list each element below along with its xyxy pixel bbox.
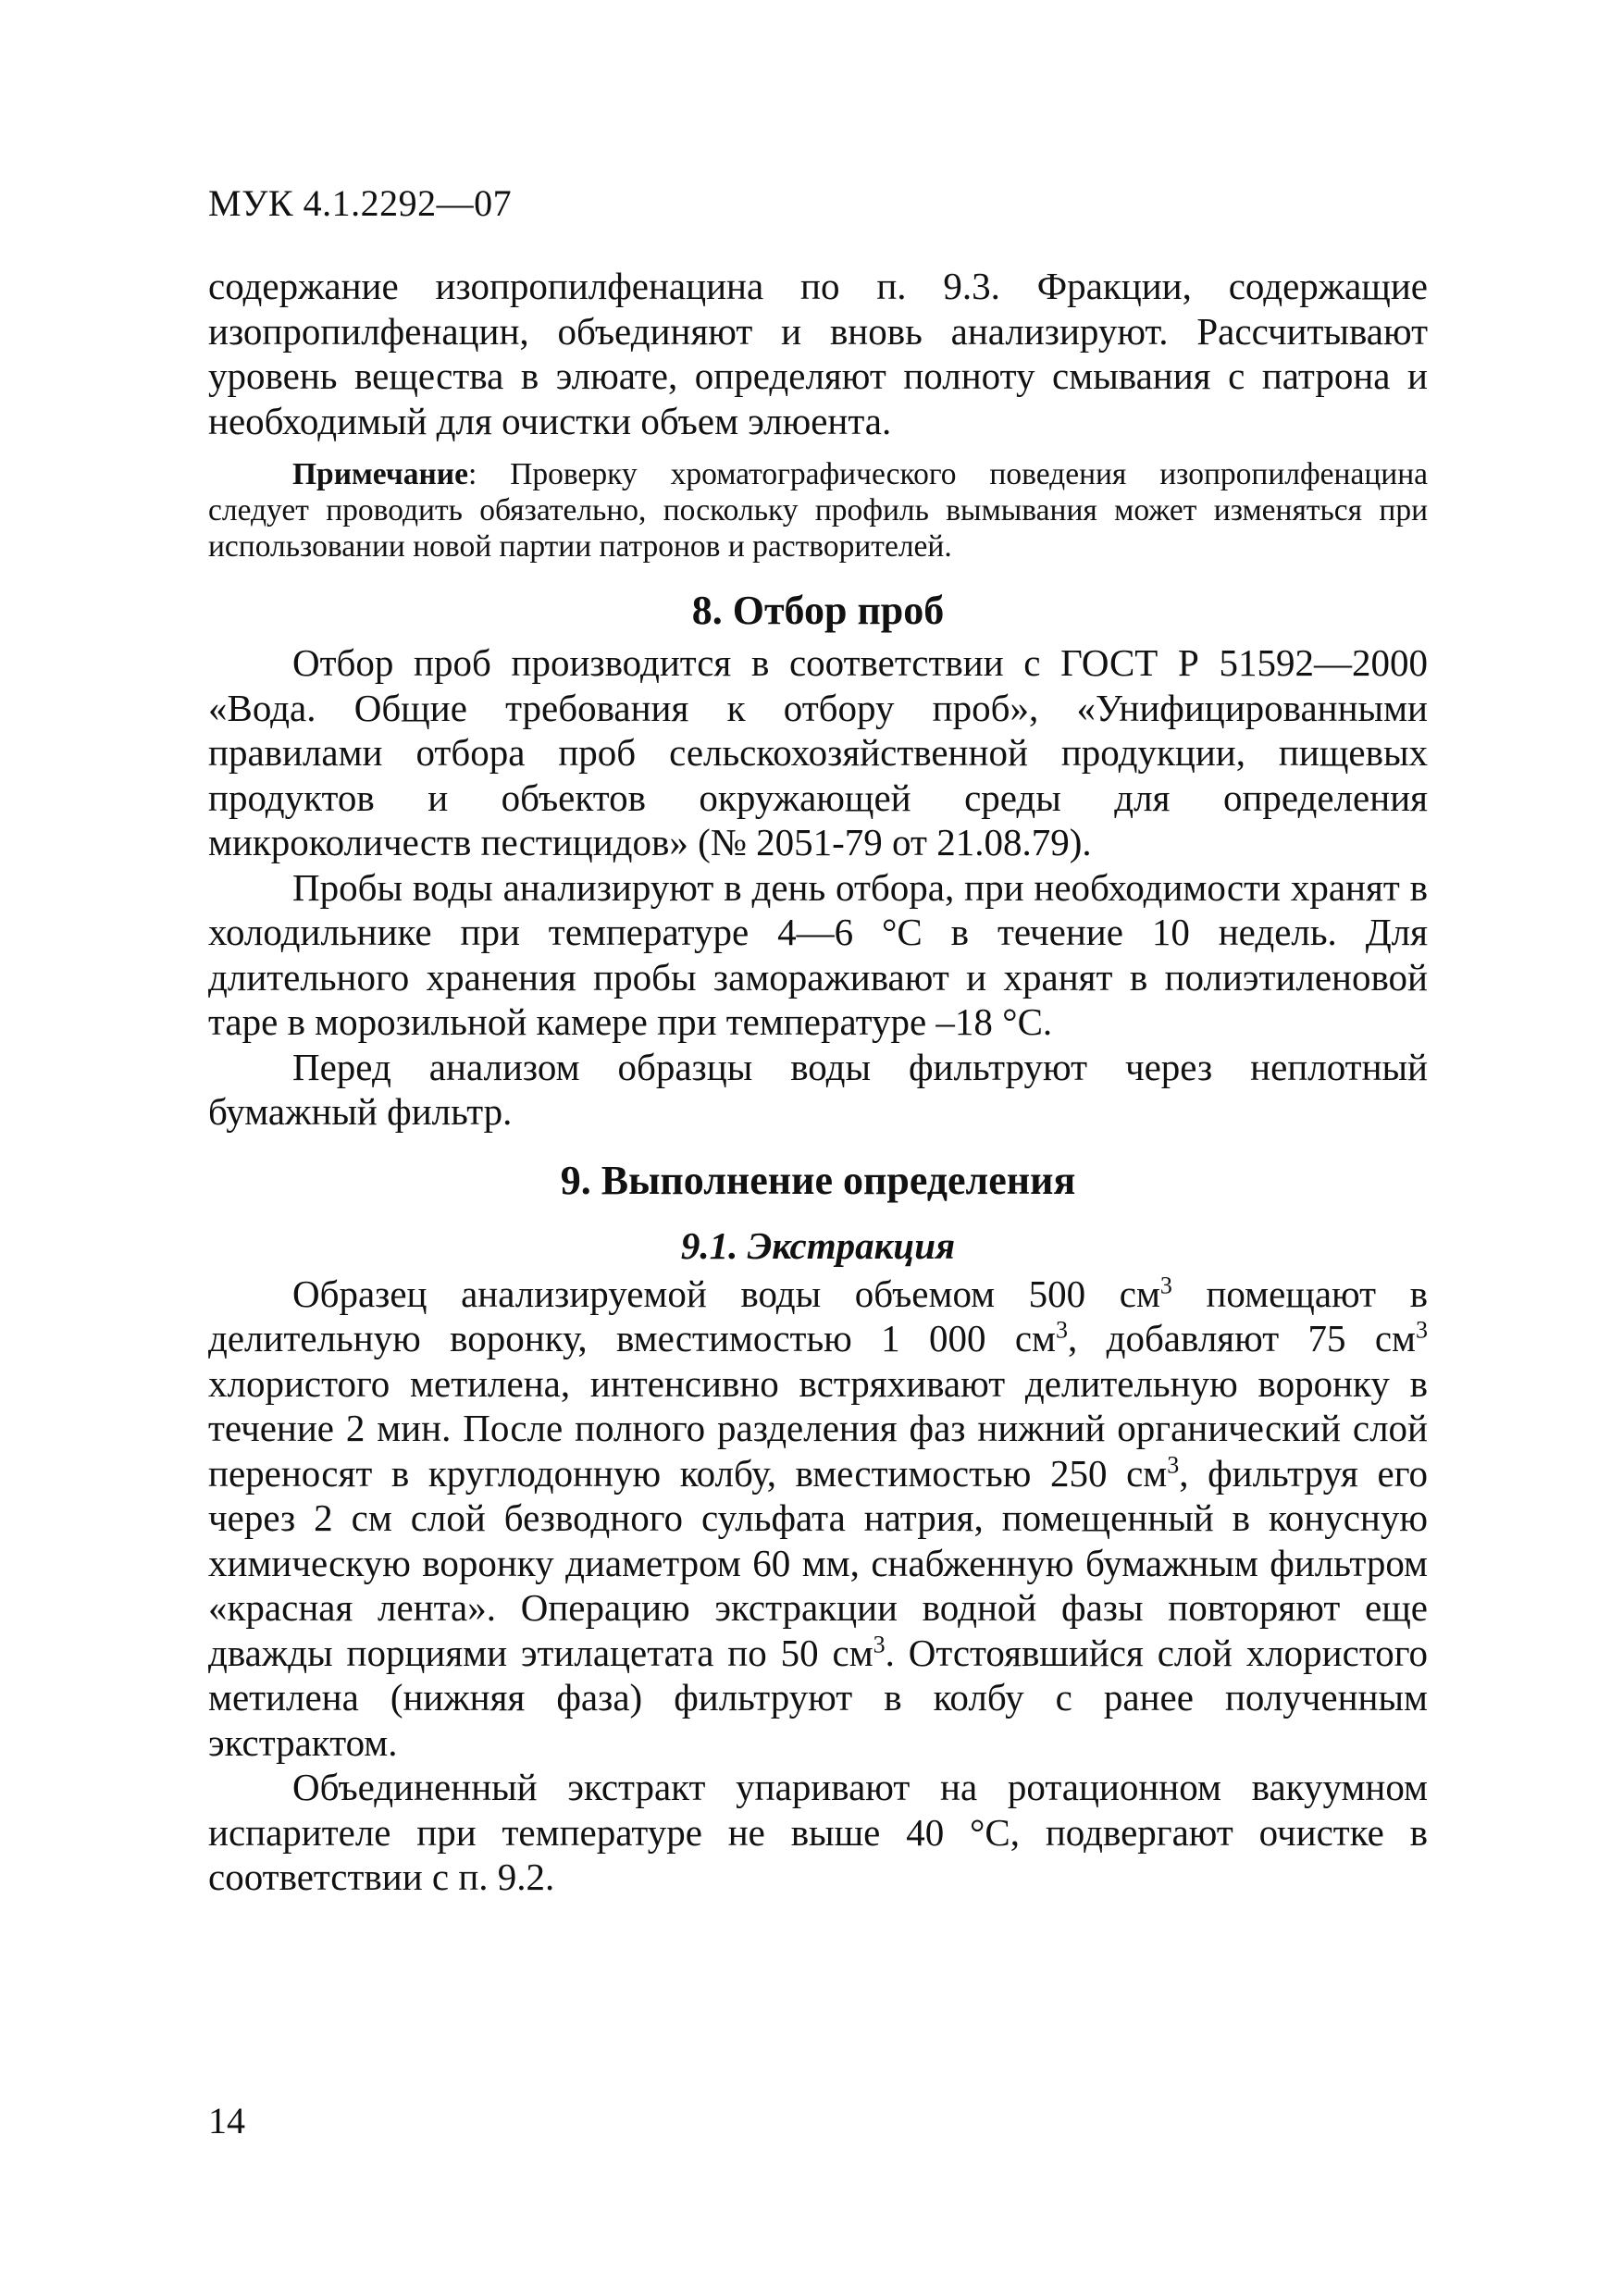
text-run: . Отстоявшийся слой хлористого метилена (нижняя фаза) фильтруют в колбу с ранее полученным экстрактом. xyxy=(208,1631,1428,1764)
text-run: Образец анализируемой воды объемом 500 см xyxy=(292,1272,1160,1315)
page-number: 14 xyxy=(208,2100,245,2141)
note-text: : Проверку хроматографического поведения изопропилфенацина следует проводить обязательно, поскольку профиль вымывания может изменяться при использовании новой партии патронов и растворителей. xyxy=(208,457,1428,564)
section-9-title: 9. Выполнение определения xyxy=(560,1157,1076,1203)
superscript: 3 xyxy=(1159,1271,1172,1298)
document-body xyxy=(208,264,1428,1900)
section-8-paragraph-2: Пробы воды анализируют в день отбора, при необходимости хранят в холодильнике при температуре 4—6 °С в течение 10 недель. Для длительного хранения пробы замораживают и хранят в полиэтиленовой таре в морозильной камере при температуре –18 °С. xyxy=(208,865,1428,1043)
superscript: 3 xyxy=(1167,1450,1180,1478)
document-code-header: МУК 4.1.2292—07 xyxy=(208,182,513,224)
note-label: Примечание xyxy=(292,457,468,491)
text-run: , фильтруя его через 2 см слой безводного сульфата натрия, помещенный в конусную химическую воронку диаметром 60 мм, снабженную бумажным фильтром «красная лента». Операцию экстракции водной фазы повторяют еще дважды порциями этилацетата по 50 см xyxy=(208,1451,1429,1674)
section-9-1-paragraph-2: Объединенный экстракт упаривают на ротационном вакуумном испарителе при температуре не выше 40 °С, подвергают очистке в соответствии с п. 9.2. xyxy=(208,1766,1428,1898)
intro-paragraph: содержание изопропилфенацина по п. 9.3. Фракции, содержащие изопропилфенацин, объединяют и вновь анализируют. Рассчитывают уровень вещества в элюате, определяют полноту смывания с патрона и необходимый для очистки объем элюента. xyxy=(208,265,1428,442)
superscript: 3 xyxy=(1415,1316,1428,1344)
note-paragraph xyxy=(208,456,1428,565)
text-run: хлористого метилена, интенсивно встряхивают делительную воронку в течение 2 мин. После полного разделения фаз нижний органический слой переносят в круглодонную колбу, вместимостью 250 см xyxy=(208,1361,1428,1495)
section-9-1-paragraph-1 xyxy=(208,1272,1428,1766)
text-run: , добавляют 75 см xyxy=(1067,1317,1416,1359)
section-8-paragraph-1: Отбор проб производится в соответствии с ГОСТ Р 51592—2000 «Вода. Общие требования к отбору проб», «Унифицированными правилами отбора проб сельскохозяйственной продукции, пищевых продуктов и объектов окружающей среды для определения микроколичеств пестицидов» (№ 2051-79 от 21.08.79). xyxy=(208,641,1428,863)
section-8-title: 8. Отбор проб xyxy=(691,588,945,633)
section-9-1-subtitle: 9.1. Экстракция xyxy=(680,1223,956,1267)
superscript: 3 xyxy=(873,1630,886,1657)
section-8-paragraph-3: Перед анализом образцы воды фильтруют через неплотный бумажный фильтр. xyxy=(208,1045,1428,1133)
superscript: 3 xyxy=(1055,1316,1068,1344)
text-run: помещают в делительную воронку, вместимостью 1 000 см xyxy=(208,1272,1428,1359)
